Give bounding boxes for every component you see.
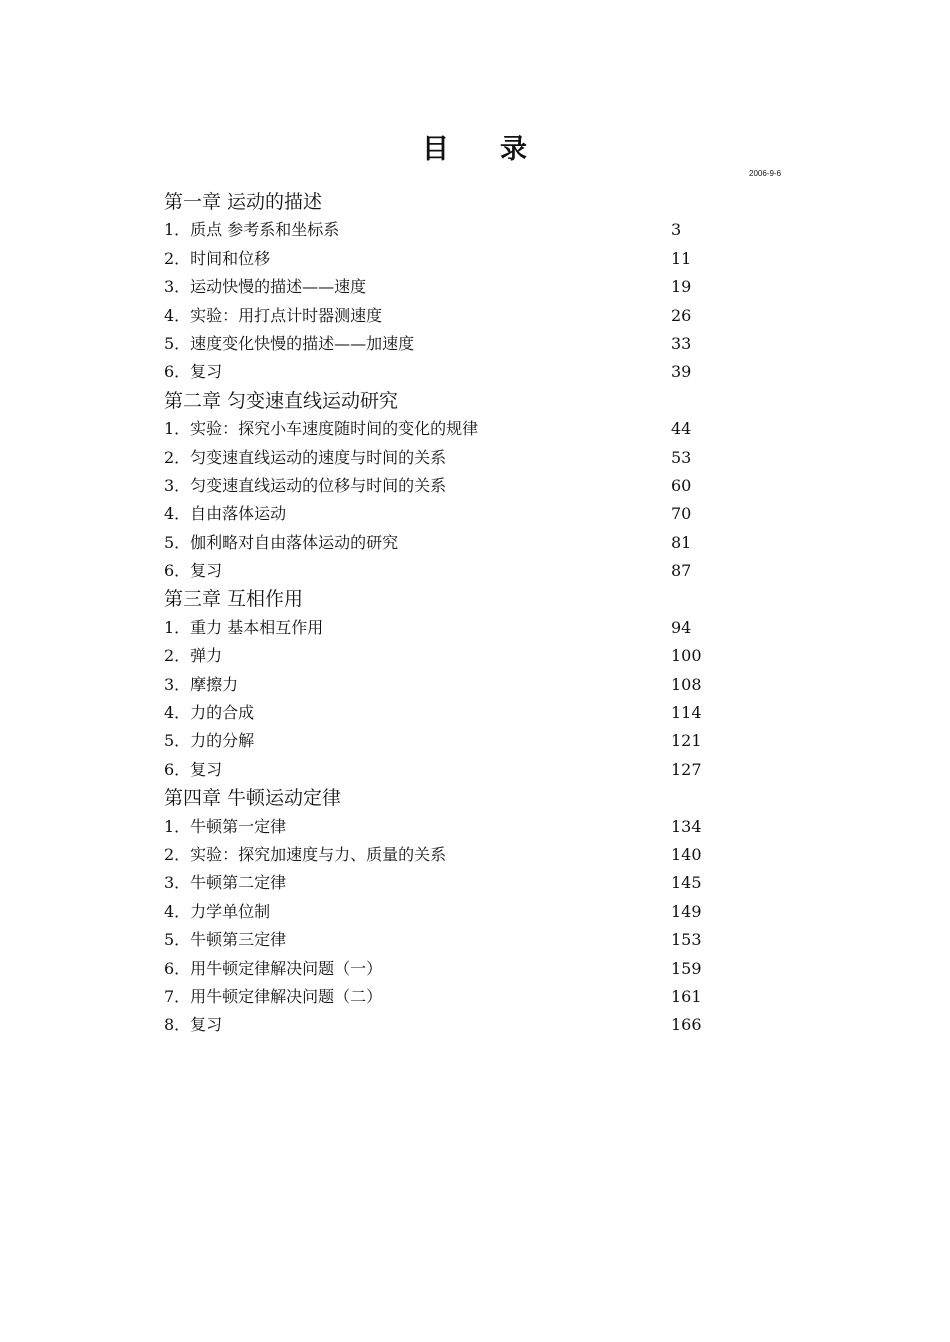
entry-label: 7．用牛顿定律解决问题（二） [164,986,383,1006]
entry-label: 3．牛顿第二定律 [164,873,287,893]
toc-entry [164,727,724,755]
toc-entry [164,500,724,528]
toc-entry [164,756,724,784]
toc-entry [164,302,724,330]
entry-label: 5．牛顿第三定律 [164,930,287,950]
entry-page-number: 159 [671,958,702,978]
chapter-heading: 第二章 匀变速直线运动研究 [164,389,399,412]
entry-label: 1．牛顿第一定律 [164,816,287,836]
entry-label: 5．伽利略对自由落体运动的研究 [164,532,399,552]
document-date: 2006-9-6 [749,169,782,178]
entry-page-number: 19 [671,277,692,297]
entry-page-number: 33 [671,333,692,353]
entry-page-number: 11 [671,248,692,268]
entry-page-number: 39 [671,362,692,382]
toc-entry [164,869,724,897]
chapter-heading: 第一章 运动的描述 [164,191,323,213]
entry-label: 4．自由落体运动 [164,504,287,524]
toc-entry [164,330,724,358]
entry-label: 4．实验：用打点计时器测速度 [164,305,383,325]
entry-label: 3．运动快慢的描述——速度 [164,277,367,297]
toc-entry [164,529,724,557]
entry-label: 6．用牛顿定律解决问题（一） [164,958,383,978]
entry-label: 4．力学单位制 [164,901,271,921]
toc-entry [164,614,724,642]
chapter-heading: 第四章 牛顿运动定律 [164,787,342,810]
entry-page-number: 166 [671,1015,702,1035]
entry-page-number: 108 [671,674,702,694]
entry-page-number: 70 [671,504,692,524]
toc-entry [164,1011,724,1039]
toc-entry [164,245,724,273]
entry-page-number: 26 [671,305,692,325]
toc-entry [164,898,724,926]
entry-label: 1．重力 基本相互作用 [164,617,324,637]
entry-label: 1．质点 参考系和坐标系 [164,220,340,240]
entry-label: 3．摩擦力 [164,674,239,694]
entry-page-number: 81 [671,532,692,552]
entry-page-number: 127 [671,759,702,779]
toc-entry [164,813,724,841]
entry-label: 4．力的合成 [164,703,255,723]
toc-entry [164,358,724,386]
entry-page-number: 100 [671,646,702,666]
toc-entry [164,273,724,301]
entry-page-number: 149 [671,901,702,921]
toc-entry [164,642,724,670]
entry-label: 2．时间和位移 [164,248,271,268]
toc-entry [164,415,724,443]
toc-entry [164,955,724,983]
entry-page-number: 153 [671,930,702,950]
entry-page-number: 134 [671,816,702,836]
entry-page-number: 121 [671,731,702,751]
entry-page-number: 145 [671,873,702,893]
entry-label: 6．复习 [164,362,223,382]
entry-label: 3．匀变速直线运动的位移与时间的关系 [164,475,447,495]
entry-page-number: 87 [671,561,692,581]
entry-page-number: 44 [671,419,692,439]
entry-label: 5．力的分解 [164,731,255,751]
title-char-1: 目 [422,134,450,165]
toc-entry [164,841,724,869]
toc-entry [164,557,724,585]
chapter-heading: 第三章 互相作用 [164,588,304,611]
toc-entry [164,216,724,244]
entry-page-number: 53 [671,447,692,467]
toc-entry [164,472,724,500]
entry-page-number: 140 [671,844,702,864]
entry-label: 6．复习 [164,561,223,581]
entry-page-number: 94 [671,617,692,637]
entry-page-number: 60 [671,475,692,495]
entry-label: 8．复习 [164,1015,223,1035]
entry-label: 5．速度变化快慢的描述——加速度 [164,333,415,353]
entry-label: 1．实验：探究小车速度随时间的变化的规律 [164,419,479,439]
entry-page-number: 3 [671,220,682,240]
toc-entry [164,983,724,1011]
entry-page-number: 114 [671,703,702,723]
entry-label: 2．实验：探究加速度与力、质量的关系 [164,844,447,864]
table-of-contents [164,188,724,1040]
entry-page-number: 161 [671,986,702,1006]
title-char-2: 录 [500,134,528,165]
entry-label: 6．复习 [164,759,223,779]
page-title [0,127,950,166]
toc-entry [164,671,724,699]
entry-label: 2．弹力 [164,646,223,666]
entry-label: 2．匀变速直线运动的速度与时间的关系 [164,447,447,467]
toc-entry [164,926,724,954]
toc-entry [164,699,724,727]
toc-entry [164,444,724,472]
